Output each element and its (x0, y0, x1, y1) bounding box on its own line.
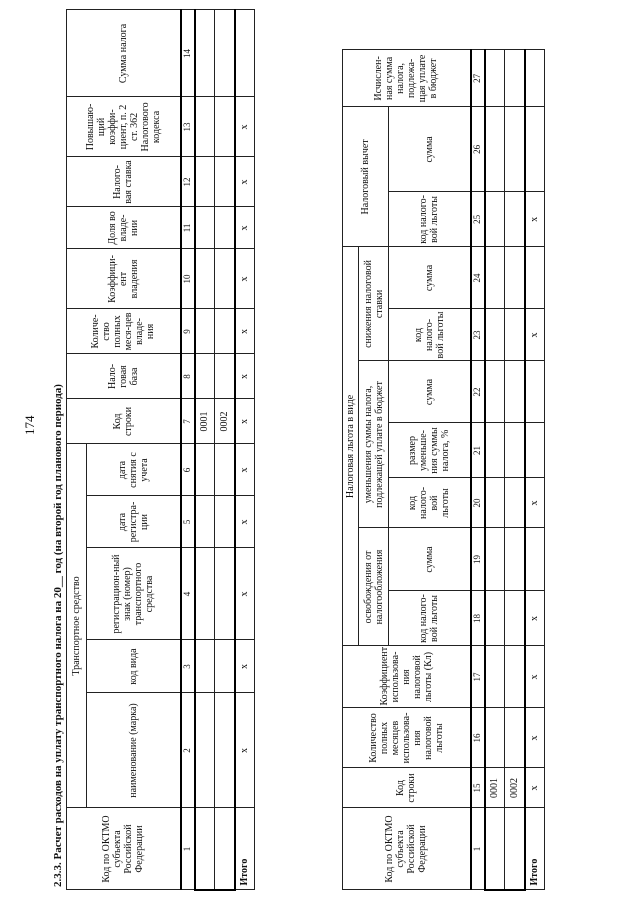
col-ownership-coef: Коэффици-ент владения (67, 249, 181, 309)
col-sum: сумма (389, 247, 471, 309)
section-title: 2.3.3. Расчет расходов на уплату транспортного налога на 20__ год (на второй год планового периода) (52, 384, 64, 887)
cross-mark: х (235, 640, 255, 693)
col-number: 9 (181, 309, 195, 354)
col-months: Количе-ство полных меся-цев владе-ния (67, 309, 181, 354)
col-share: Доля во владе-нии (67, 207, 181, 249)
cross-mark: х (235, 97, 255, 157)
col-number: 11 (181, 207, 195, 249)
table-row (215, 10, 235, 890)
col-sum: сумма (389, 361, 471, 423)
col-number: 13 (181, 97, 195, 157)
vehicle-table (66, 9, 255, 891)
col-number: 7 (181, 399, 195, 444)
col-benefit-code: код налого-вой льготы (389, 478, 471, 528)
col-number: 21 (471, 423, 485, 478)
group-deduction: Налоговый вычет (343, 107, 389, 247)
col-row-code-2: Код строки (343, 768, 471, 808)
col-benefit-code: код налого-вой льготы (389, 309, 471, 361)
group-benefit: Налоговая льгота в виде (343, 247, 359, 646)
col-number: 14 (181, 10, 195, 97)
col-base: Нало-говая база (67, 354, 181, 399)
col-oktmo-2: Код по ОКТМО субъекта Российской Федерации (343, 808, 471, 890)
col-number: 12 (181, 157, 195, 207)
col-number: 2 (181, 693, 195, 808)
page-number: 174 (22, 415, 37, 435)
col-dereg-date: дата снятия с учета (87, 444, 181, 496)
col-reg-date: дата регистра-ции (87, 496, 181, 548)
col-sum: сумма (389, 528, 471, 591)
col-months-used: Количество полных месяцев использова-ния налоговой льготы (343, 708, 471, 768)
col-number: 24 (471, 247, 485, 309)
cross-mark: х (525, 708, 545, 768)
col-number: 4 (181, 548, 195, 640)
col-reg-sign: регистрацион-ный знак (номер) транспортного средства (87, 548, 181, 640)
cross-mark: х (235, 693, 255, 808)
col-type-code: код вида (87, 640, 181, 693)
col-number: 6 (181, 444, 195, 496)
col-oktmo: Код по ОКТМО субъекта Российской Федерации (67, 808, 181, 890)
col-name: наименование (марка) (87, 693, 181, 808)
row-code: 0001 (485, 768, 505, 808)
benefit-table (342, 49, 545, 891)
cross-mark: х (525, 192, 545, 247)
col-row-code: Код строки (67, 399, 181, 444)
table-row (195, 10, 215, 890)
cross-mark: х (525, 478, 545, 528)
total-label: Итого (235, 808, 255, 890)
col-number: 23 (471, 309, 485, 361)
group-exemption: освобождения от налогообложения (359, 528, 389, 646)
col-number: 19 (471, 528, 485, 591)
col-number: 8 (181, 354, 195, 399)
col-number: 25 (471, 192, 485, 247)
col-number: 26 (471, 107, 485, 192)
total-label: Итого (525, 808, 545, 890)
row-code: 0002 (505, 768, 525, 808)
cross-mark: х (235, 444, 255, 496)
col-number: 20 (471, 478, 485, 528)
table-row (485, 50, 505, 890)
cross-mark: х (235, 548, 255, 640)
col-number: 17 (471, 646, 485, 708)
column-numbers-row (181, 10, 195, 890)
col-benefit-code: код налого-вой льготы (389, 591, 471, 646)
col-number: 3 (181, 640, 195, 693)
cross-mark: х (235, 249, 255, 309)
col-number: 16 (471, 708, 485, 768)
rotated-page (50, 23, 625, 895)
total-row (525, 50, 545, 890)
cross-mark: х (525, 646, 545, 708)
group-rate-reduction: снижения налоговой ставки (359, 247, 389, 361)
col-number: 18 (471, 591, 485, 646)
cross-mark: х (525, 591, 545, 646)
col-number: 15 (471, 768, 485, 808)
col-number: 22 (471, 361, 485, 423)
col-number: 5 (181, 496, 195, 548)
col-number: 1 (471, 808, 485, 890)
cross-mark: х (235, 399, 255, 444)
cross-mark: х (235, 309, 255, 354)
cross-mark: х (525, 768, 545, 808)
table-row (505, 50, 525, 890)
col-number: 1 (181, 808, 195, 890)
cross-mark: х (235, 207, 255, 249)
col-sum: сумма (389, 107, 471, 192)
cross-mark: х (235, 354, 255, 399)
row-code: 0001 (195, 399, 215, 444)
cross-mark: х (235, 496, 255, 548)
group-vehicle: Транспортное средство (67, 444, 87, 808)
col-calc-sum: Исчислен-ная сумма налога, подлежа-щая уплате в бюджет (343, 50, 471, 107)
col-increasing-coef: Повышаю-щий коэффи-циент, п. 2 ст. 362 Налогового кодекса (67, 97, 181, 157)
group-reduction: уменьшения суммы налога, подлежащей уплате в бюджет (359, 361, 389, 528)
total-row (235, 10, 255, 890)
cross-mark: х (525, 309, 545, 361)
col-number: 10 (181, 249, 195, 309)
col-tax-sum: Сумма налога (67, 10, 181, 97)
row-code: 0002 (215, 399, 235, 444)
col-number: 27 (471, 50, 485, 107)
col-rate: Налого-вая ставка (67, 157, 181, 207)
cross-mark: х (235, 157, 255, 207)
col-benefit-code: код налого-вой льготы (389, 192, 471, 247)
col-reduction-pct: размер уменьше-ния суммы налога, % (389, 423, 471, 478)
col-usage-coef: Коэффициент использова-ния налоговой льготы (Кл) (343, 646, 471, 708)
column-numbers-row (471, 50, 485, 890)
